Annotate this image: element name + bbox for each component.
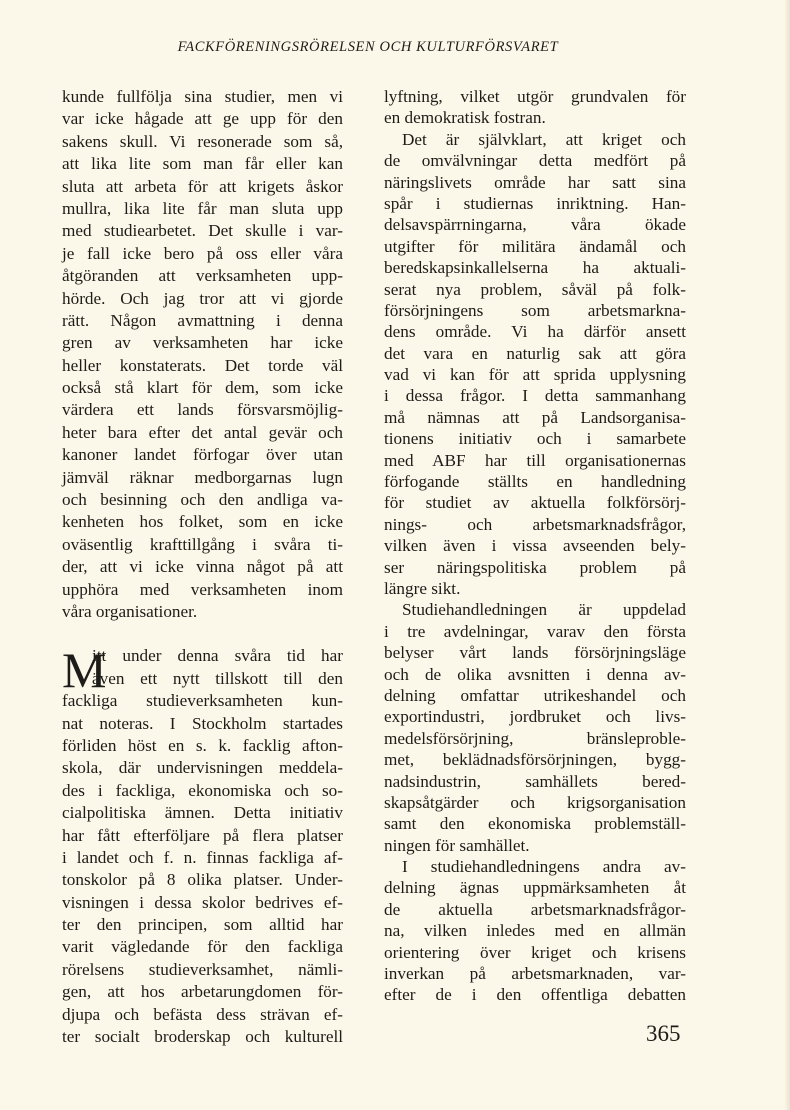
text-line: rätt. Någon avmattning i denna xyxy=(62,310,343,330)
text-line: varit vägledande för den fackliga xyxy=(62,937,343,957)
text-line: må nämnas att på Landsorganisa- xyxy=(384,407,686,427)
text-line: des i fackliga, ekonomiska och so- xyxy=(62,780,343,800)
text-line: för studiet av aktuella folkförsörj- xyxy=(384,493,686,513)
text-line: rörelsens studieverksamhet, nämli- xyxy=(62,959,343,979)
text-line: lyftning, vilket utgör grundvalen för xyxy=(384,87,686,106)
text-line: orientering över kriget och krisens xyxy=(384,942,686,962)
text-line: fackliga studieverksamheten kun- xyxy=(62,691,343,711)
text-line: nadsindustrin, samhällets bered- xyxy=(384,771,686,791)
text-line: mullra, lika lite får man sluta upp xyxy=(62,198,343,218)
text-line: visningen i dessa skolor bedrives ef- xyxy=(62,892,343,912)
text-line: tionens initiativ och i samarbete xyxy=(384,429,686,449)
text-line: oväsentlig krafttillgång i svåra ti- xyxy=(62,534,343,554)
text-line: delsavspärrningarna, våra ökade xyxy=(384,215,686,235)
text-line: Studiehandledningen är uppdelad xyxy=(402,600,686,620)
text-line: itt under denna svåra tid har xyxy=(92,646,343,666)
text-line: der, att vi icke vinna något på att xyxy=(62,557,343,577)
paragraph xyxy=(384,129,686,600)
text-line: je fall icke bero på oss eller våra xyxy=(62,243,343,263)
text-line: djupa och befästa dess strävan ef- xyxy=(62,1004,343,1024)
paragraph xyxy=(384,599,686,856)
text-line: serat nya problem, såväl på folk- xyxy=(384,279,686,299)
paragraph xyxy=(384,856,686,1006)
text-line: förliden höst en s. k. facklig afton- xyxy=(62,735,343,755)
text-line: i tre avdelningar, varav den första xyxy=(384,621,686,641)
text-line: nat noteras. I Stockholm startades xyxy=(62,713,343,733)
text-line: kenheten hos folket, som en icke xyxy=(62,512,343,532)
paragraph xyxy=(62,642,343,1048)
text-line: gen, att hos arbetarungdomen för- xyxy=(62,982,343,1002)
text-line: längre sikt. xyxy=(384,578,461,598)
text-line: cialpolitiska ämnen. Detta initiativ xyxy=(62,803,343,823)
text-line: ter den principen, som alltid har xyxy=(62,915,343,935)
text-line: tonskolor på 8 olika platser. Under- xyxy=(62,870,343,890)
left-column xyxy=(62,86,343,1048)
text-line: delning omfattar utrikeshandel och xyxy=(384,685,686,705)
text-line: delning ägnas uppmärksamheten åt xyxy=(384,878,686,898)
running-head: FACKFÖRENINGSRÖRELSEN OCH KULTURFÖRSVARET xyxy=(177,39,559,55)
text-line: na, vilken inledes med en allmän xyxy=(384,921,686,941)
text-line: de aktuella arbetsmarknadsfrågor- xyxy=(384,899,686,919)
text-line: också stå klart för dem, som icke xyxy=(62,378,343,398)
text-line: och de olika avsnitten i denna av- xyxy=(384,664,686,684)
text-line: nings- och arbetsmarknadsfrågor, xyxy=(384,514,686,534)
text-line: ningen för samhället. xyxy=(384,835,530,855)
text-line: vad vi kan för att sprida upplysning xyxy=(384,365,686,385)
text-line: skola, där undervisningen meddela- xyxy=(62,758,343,778)
text-line: efter de i den offentliga debatten xyxy=(384,985,686,1005)
right-column xyxy=(384,86,686,1006)
text-line: I studiehandledningens andra av- xyxy=(402,857,686,877)
text-line: med studiearbetet. Det skulle i var- xyxy=(62,221,343,241)
text-line: met, beklädnadsförsörjningen, bygg- xyxy=(384,750,686,770)
text-line: hörde. Och jag tror att vi gjorde xyxy=(62,288,343,308)
text-line: Det är självklart, att kriget och xyxy=(402,129,686,149)
text-line: sluta att arbeta för att krigets åskor xyxy=(62,176,343,196)
text-line: med ABF har till organisationernas xyxy=(384,450,686,470)
text-line: förfogande ställts en handledning xyxy=(384,472,686,492)
text-line: heller konstaterats. Det torde väl xyxy=(62,355,343,375)
text-line: medelsförsörjning, bränsleproble- xyxy=(384,728,686,748)
drop-cap: M xyxy=(62,642,107,699)
text-line: i landet och f. n. finnas fackliga af- xyxy=(62,847,343,867)
text-line: värdera ett lands försvarsmöjlig- xyxy=(62,400,343,420)
text-line: spår i studiernas inriktning. Han- xyxy=(384,193,686,213)
text-line: kunde fullfölja sina studier, men vi xyxy=(62,87,343,106)
text-line: åtgöranden att verksamheten upp- xyxy=(62,266,343,286)
text-line: gren av verksamheten har icke xyxy=(62,333,343,353)
text-line: vilken även i vissa avseenden bely- xyxy=(384,536,686,556)
text-line: jämväl räknar medborgarnas lugn xyxy=(62,467,343,487)
text-line: kanoner landet förfogar över utan xyxy=(62,445,343,465)
text-line: belyser vårt lands försörjningsläge xyxy=(384,643,686,663)
text-line: var icke hågade att ge upp för den xyxy=(62,109,343,129)
text-line: att lika lite som man får eller kan xyxy=(62,154,343,174)
text-line: ser näringspolitiska problem på xyxy=(384,557,686,577)
text-line: samt den ekonomiska problemställ- xyxy=(384,814,686,834)
text-line: beredskapsinkallelserna ha aktuali- xyxy=(384,258,686,278)
text-line: en demokratisk fostran. xyxy=(384,108,546,128)
text-line: försörjningens som arbetsmarkna- xyxy=(384,300,686,320)
text-line: har fått efterföljare på flera platser xyxy=(62,825,343,845)
text-line: exportindustri, jordbruket och livs- xyxy=(384,707,686,727)
text-line: inverkan på arbetsmarknaden, var- xyxy=(384,964,686,984)
page-edge-shadow xyxy=(784,0,790,1110)
text-line: i dessa frågor. I detta sammanhang xyxy=(384,386,686,406)
text-line: heter bara efter det antal gevär och xyxy=(62,422,343,442)
text-line: även ett nytt tillskott till den xyxy=(92,668,343,688)
text-line: skapsåtgärder och krigsorganisation xyxy=(384,792,686,812)
text-line: dens område. Vi ha därför ansett xyxy=(384,322,686,342)
paragraph xyxy=(62,86,343,623)
text-line: sakens skull. Vi resonerade som så, xyxy=(62,131,343,151)
text-line: ter socialt broderskap och kulturell xyxy=(62,1027,343,1047)
text-line: utgifter för militära ändamål och xyxy=(384,236,686,256)
text-line: upphöra med verksamheten inom xyxy=(62,579,343,599)
text-line: våra organisationer. xyxy=(62,601,198,621)
text-line: det vara en naturlig sak att göra xyxy=(384,343,686,363)
text-line: de omvälvningar detta medfört på xyxy=(384,151,686,171)
page-number: 365 xyxy=(646,1021,681,1046)
text-line: och besinning och den andliga va- xyxy=(62,490,343,510)
paragraph xyxy=(384,86,686,129)
text-line: näringslivets område har satt sina xyxy=(384,172,686,192)
